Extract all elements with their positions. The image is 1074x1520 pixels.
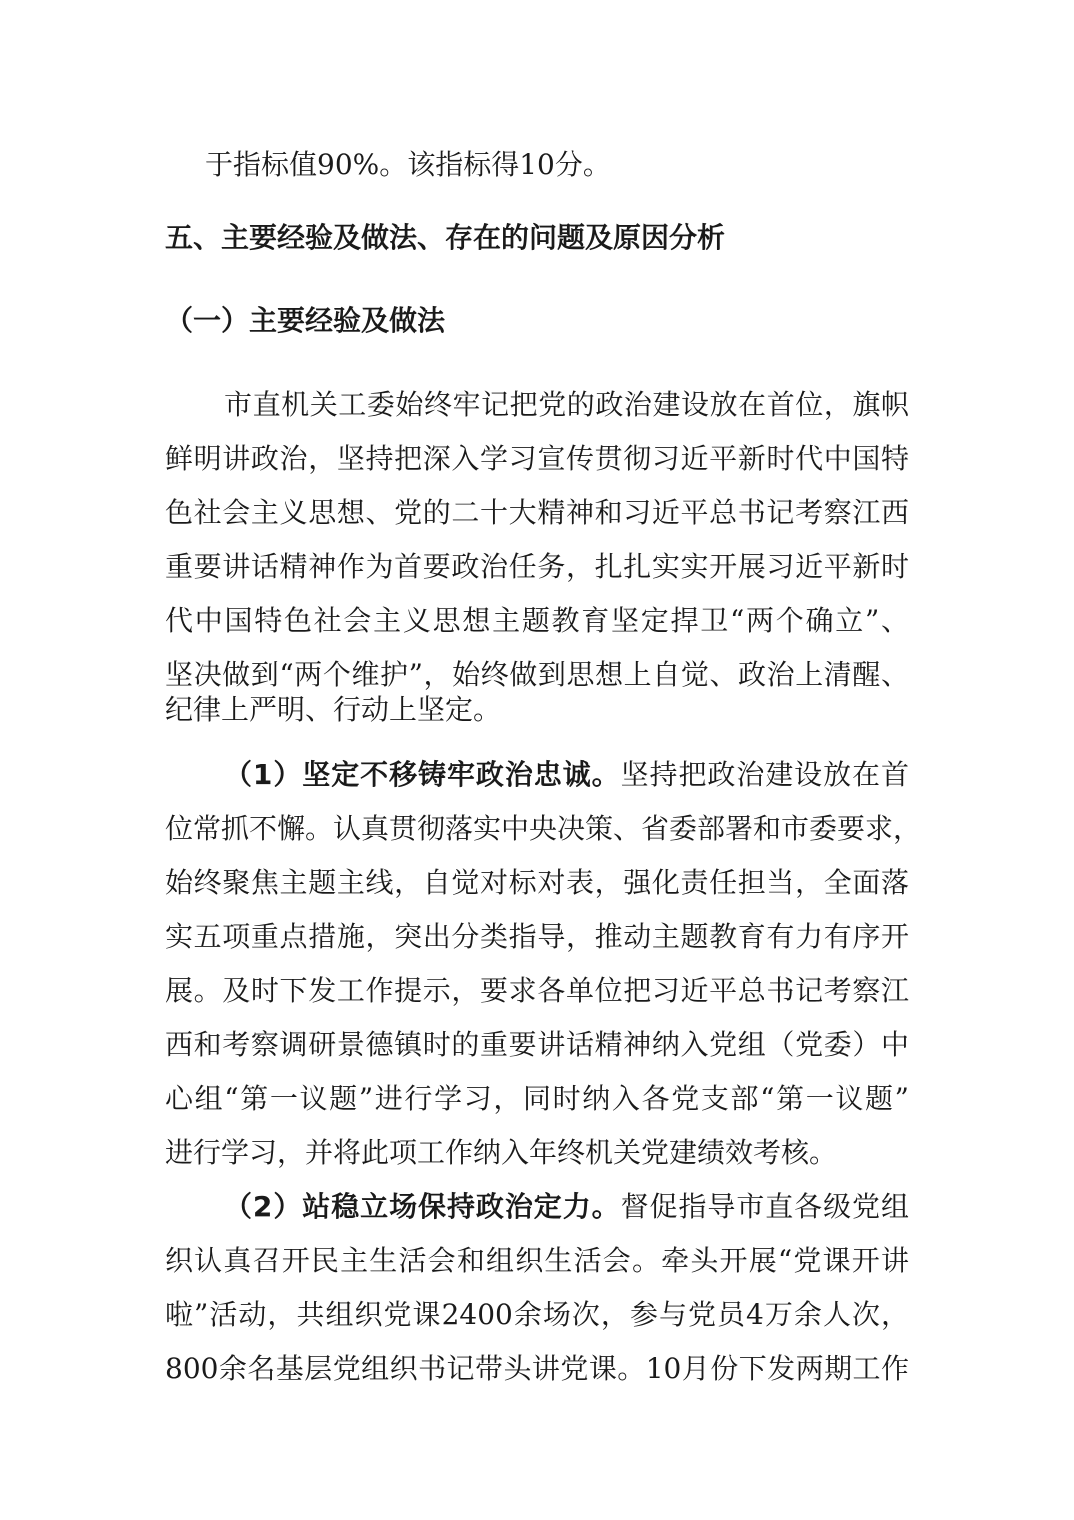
paragraph-line: 织认真召开民主生活会和组织生活会。牵头开展“党课开讲	[165, 1244, 909, 1277]
section-heading: 五、主要经验及做法、存在的问题及原因分析	[165, 221, 726, 254]
item-lead: （1）坚定不移铸牢政治忠诚。	[224, 758, 621, 791]
paragraph-line: 实五项重点措施，突出分类指导，推动主题教育有力有序开	[165, 920, 909, 953]
item-first-line-rest: 坚持把政治建设放在首	[620, 758, 909, 791]
item-lead: （2）站稳立场保持政治定力。	[224, 1190, 621, 1223]
paragraph-line: 800余名基层党组织书记带头讲党课。10月份下发两期工作	[165, 1352, 909, 1385]
paragraph-line: 位常抓不懈。认真贯彻落实中央决策、省委部署和市委要求，	[165, 812, 922, 845]
paragraph-line: 西和考察调研景德镇时的重要讲话精神纳入党组（党委）中	[165, 1028, 909, 1061]
continuation-line: 于指标值90%。该指标得10分。	[205, 148, 611, 181]
paragraph-line: 进行学习，并将此项工作纳入年终机关党建绩效考核。	[165, 1136, 838, 1169]
paragraph-line: 展。及时下发工作提示，要求各单位把习近平总书记考察江	[165, 974, 909, 1007]
subsection-heading: （一）主要经验及做法	[165, 304, 446, 337]
paragraph-line: 重要讲话精神作为首要政治任务，扎扎实实开展习近平新时	[165, 550, 909, 583]
item-first-line-rest: 督促指导市直各级党组	[620, 1190, 909, 1223]
item-first-line	[224, 755, 909, 795]
paragraph-line: 色社会主义思想、党的二十大精神和习近平总书记考察江西	[165, 496, 909, 529]
item-first-line	[224, 1187, 909, 1227]
paragraph-line: 市直机关工委始终牢记把党的政治建设放在首位，旗帜	[224, 388, 909, 421]
paragraph-line: 鲜明讲政治，坚持把深入学习宣传贯彻习近平新时代中国特	[165, 442, 909, 475]
paragraph-line: 坚决做到“两个维护”，始终做到思想上自觉、政治上清醒、	[165, 658, 909, 691]
paragraph-line: 纪律上严明、行动上坚定。	[165, 693, 502, 726]
paragraph-line: 代中国特色社会主义思想主题教育坚定捍卫“两个确立”、	[165, 604, 909, 637]
paragraph-line: 心组“第一议题”进行学习，同时纳入各党支部“第一议题”	[165, 1082, 909, 1115]
paragraph-line: 始终聚焦主题主线，自觉对标对表，强化责任担当，全面落	[165, 866, 909, 899]
paragraph-line: 啦”活动，共组织党课2400余场次，参与党员4万余人次，	[165, 1298, 909, 1331]
